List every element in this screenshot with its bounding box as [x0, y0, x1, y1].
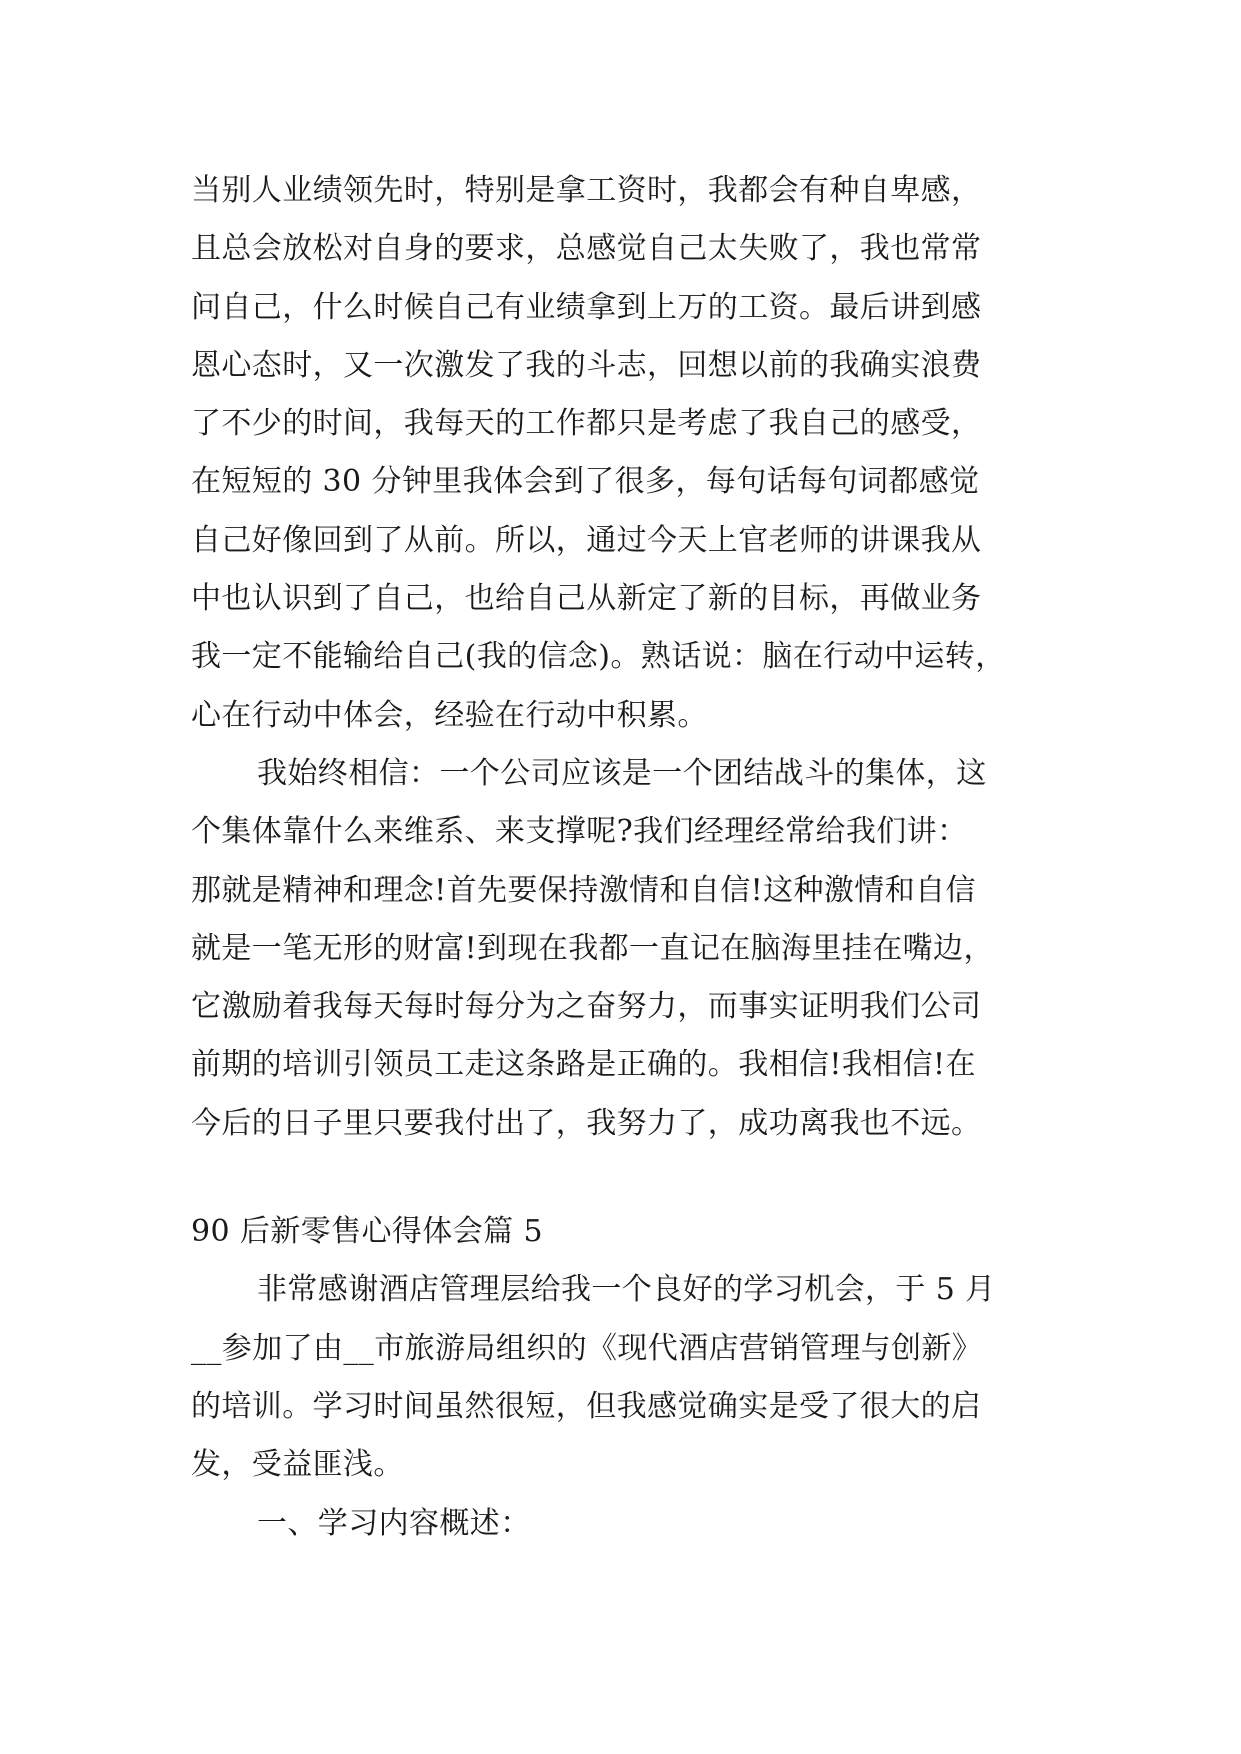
text-line: __参加了由__市旅游局组织的《现代酒店营销管理与创新》: [191, 1330, 983, 1366]
text-line: 非常感谢酒店管理层给我一个良好的学习机会，于 5 月: [257, 1272, 996, 1308]
text-line: 一、学习内容概述：: [257, 1505, 531, 1541]
paragraph-content-overview: [191, 1495, 1071, 1553]
text-line: 恩心态时，又一次激发了我的斗志，回想以前的我确实浪费: [191, 347, 982, 383]
text-line: 就是一笔无形的财富!到现在我都一直记在脑海里挂在嘴边，: [191, 930, 994, 966]
text-line: 发，受益匪浅。: [191, 1447, 404, 1483]
document-body: [191, 162, 1071, 1553]
text-line: 中也认识到了自己，也给自己从新定了新的目标，再做业务: [191, 581, 982, 617]
text-line: 当别人业绩领先时，特别是拿工资时，我都会有种自卑感，: [191, 173, 982, 208]
paragraph-belief: [191, 745, 1071, 1153]
text-line: 我一定不能输给自己(我的信念)。熟话说：脑在行动中运转，: [191, 639, 1006, 675]
heading-text: 90 后新零售心得体会篇 5: [191, 1214, 543, 1250]
paragraph-training-intro: [191, 1261, 1071, 1494]
text-line: 我始终相信：一个公司应该是一个团结战斗的集体，这: [257, 755, 987, 791]
text-line: 了不少的时间，我每天的工作都只是考虑了我自己的感受，: [191, 406, 982, 442]
section-gap: [191, 1153, 1071, 1203]
text-line: 的培训。学习时间虽然很短，但我感觉确实是受了很大的启: [191, 1388, 982, 1424]
text-line: 今后的日子里只要我付出了，我努力了，成功离我也不远。: [191, 1105, 982, 1141]
text-line: 前期的培训引领员工走这条路是正确的。我相信!我相信!在: [191, 1047, 976, 1083]
text-line: 心在行动中体会，经验在行动中积累。: [191, 697, 708, 733]
text-line: 自己好像回到了从前。所以，通过今天上官老师的讲课我从: [191, 522, 982, 558]
text-line: 且总会放松对自身的要求，总感觉自己太失败了，我也常常: [191, 231, 982, 267]
text-line: 那就是精神和理念!首先要保持激情和自信!这种激情和自信: [191, 872, 976, 908]
text-line: 个集体靠什么来维系、来支撑呢?我们经理经常给我们讲：: [191, 814, 968, 850]
text-line: 在短短的 30 分钟里我体会到了很多，每句话每句词都感觉: [191, 464, 980, 500]
paragraph-self-reflection: [191, 162, 1071, 745]
text-line: 它激励着我每天每时每分为之奋努力，而事实证明我们公司: [191, 989, 982, 1025]
section-heading: [191, 1203, 1071, 1261]
text-line: 问自己，什么时候自己有业绩拿到上万的工资。最后讲到感: [191, 289, 982, 325]
